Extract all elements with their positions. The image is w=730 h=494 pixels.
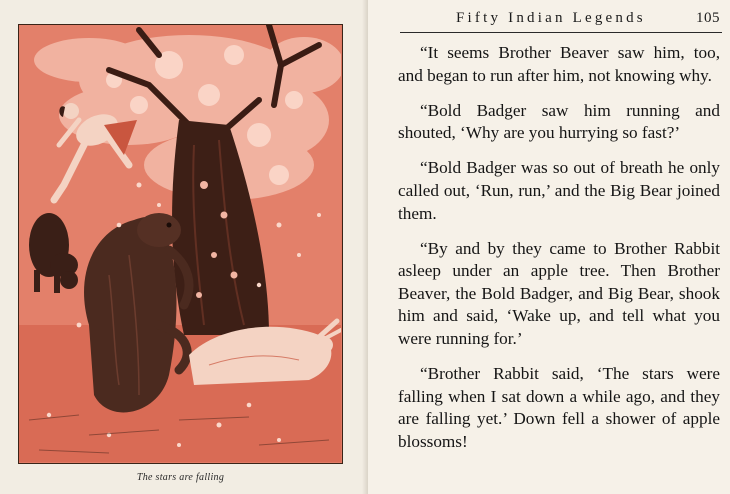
paragraph-5: “Brother Rabbit said, ‘The stars were falling when I sat down a while ago, and they are falling yet.’ Down fell a shower of apple blossoms! xyxy=(398,364,720,451)
paragraph-3: “Bold Badger was so out of breath he only called out, ‘Run, run,’ and the Big Bear joined them. xyxy=(398,158,720,223)
illustration-caption: The stars are falling xyxy=(136,472,225,483)
paragraph-4: “By and by they came to Brother Rabbit asleep under an apple tree. Then Brother Beaver, the Bold Badger, and Big Bear, shook him and said, ‘Wake up, and tell what you were running for.’ xyxy=(398,238,720,349)
illustration-drawing xyxy=(19,25,341,462)
paragraph-2: “Bold Badger saw him running and shouted, ‘Why are you hurrying so fast?’ xyxy=(398,100,720,143)
running-head xyxy=(400,8,722,33)
running-head-title: Fifty Indian Legends xyxy=(456,10,646,26)
body-text xyxy=(398,42,720,466)
paragraph-1: “It seems Brother Beaver saw him, too, and began to run after him, not knowing why. xyxy=(398,43,720,85)
page-number: 105 xyxy=(696,10,720,26)
illustration-apple-tree-animals xyxy=(18,24,343,464)
